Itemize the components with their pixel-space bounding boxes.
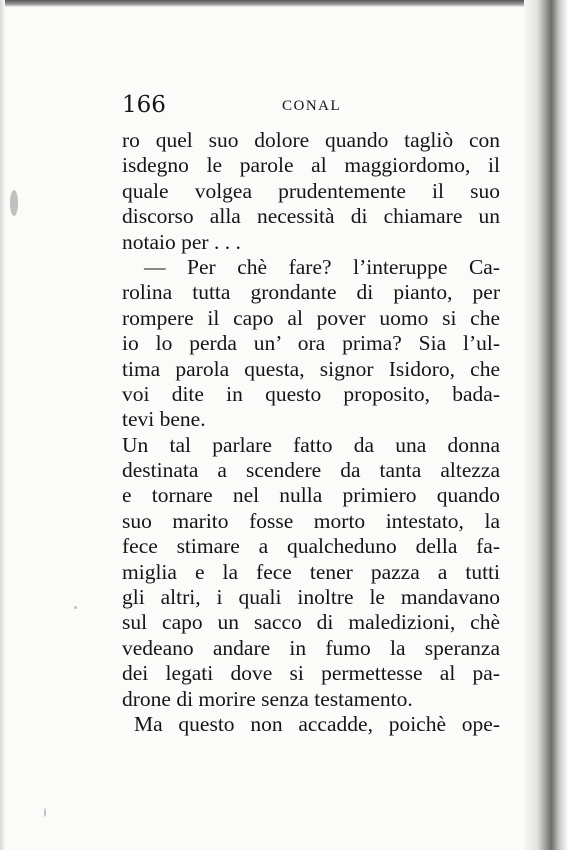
text-line: tevi bene.: [122, 407, 206, 432]
text-line: Un tal parlare fatto da una donna: [122, 432, 500, 457]
text-line: fece stimare a qualcheduno della fa-: [122, 534, 500, 559]
ink-speck: [74, 606, 77, 609]
page-number: 166: [122, 92, 166, 118]
text-line: drone di morire senza testamento.: [122, 686, 413, 711]
text-line: destinata a scendere da tanta altezza: [122, 458, 500, 483]
text-line: vedeano andare in fumo la speranza: [122, 635, 500, 660]
text-line: ro quel suo dolore quando tagliò con: [122, 128, 500, 152]
text-line: sul capo un sacco di maledizioni, chè: [122, 610, 500, 635]
text-line: rolina tutta grondante di pianto, per: [122, 280, 500, 305]
text-line: Ma questo non accadde, poichè ope-: [134, 711, 500, 736]
text-line: io lo perda un’ ora prima? Sia l’ul-: [122, 331, 500, 356]
body-text: [122, 128, 500, 737]
text-line: e tornare nel nulla primiero quando: [122, 483, 500, 508]
text-line: dei legati dove si permettesse al pa-: [122, 661, 500, 686]
text-line: — Per chè fare? l’interuppe Ca-: [144, 254, 500, 279]
page-header: [122, 92, 500, 122]
text-line: suo marito fosse morto intestato, la: [122, 508, 500, 533]
text-line: gli altri, i quali inoltre le mandavano: [122, 585, 500, 610]
text-line: discorso alla necessità di chiamare un: [122, 204, 500, 229]
text-line: quale volgea prudentemente il suo: [122, 178, 500, 203]
text-line: notaio per . . .: [122, 229, 241, 254]
text-line: rompere il capo al pover uomo si che: [122, 305, 500, 330]
ink-smudge: [10, 190, 18, 216]
text-line: isdegno le parole al maggiordomo, il: [122, 153, 500, 178]
page-binding-shadow: [524, 0, 568, 850]
ink-speck: [44, 808, 46, 817]
page-top-edge: [0, 0, 568, 7]
page-left-edge: [0, 0, 5, 850]
text-line: voi dite in questo proposito, bada-: [122, 381, 500, 406]
text-line: miglia e la fece tener pazza a tutti: [122, 559, 500, 584]
text-line: tima parola questa, signor Isidoro, che: [122, 356, 500, 381]
running-head: CONAL: [282, 98, 342, 114]
